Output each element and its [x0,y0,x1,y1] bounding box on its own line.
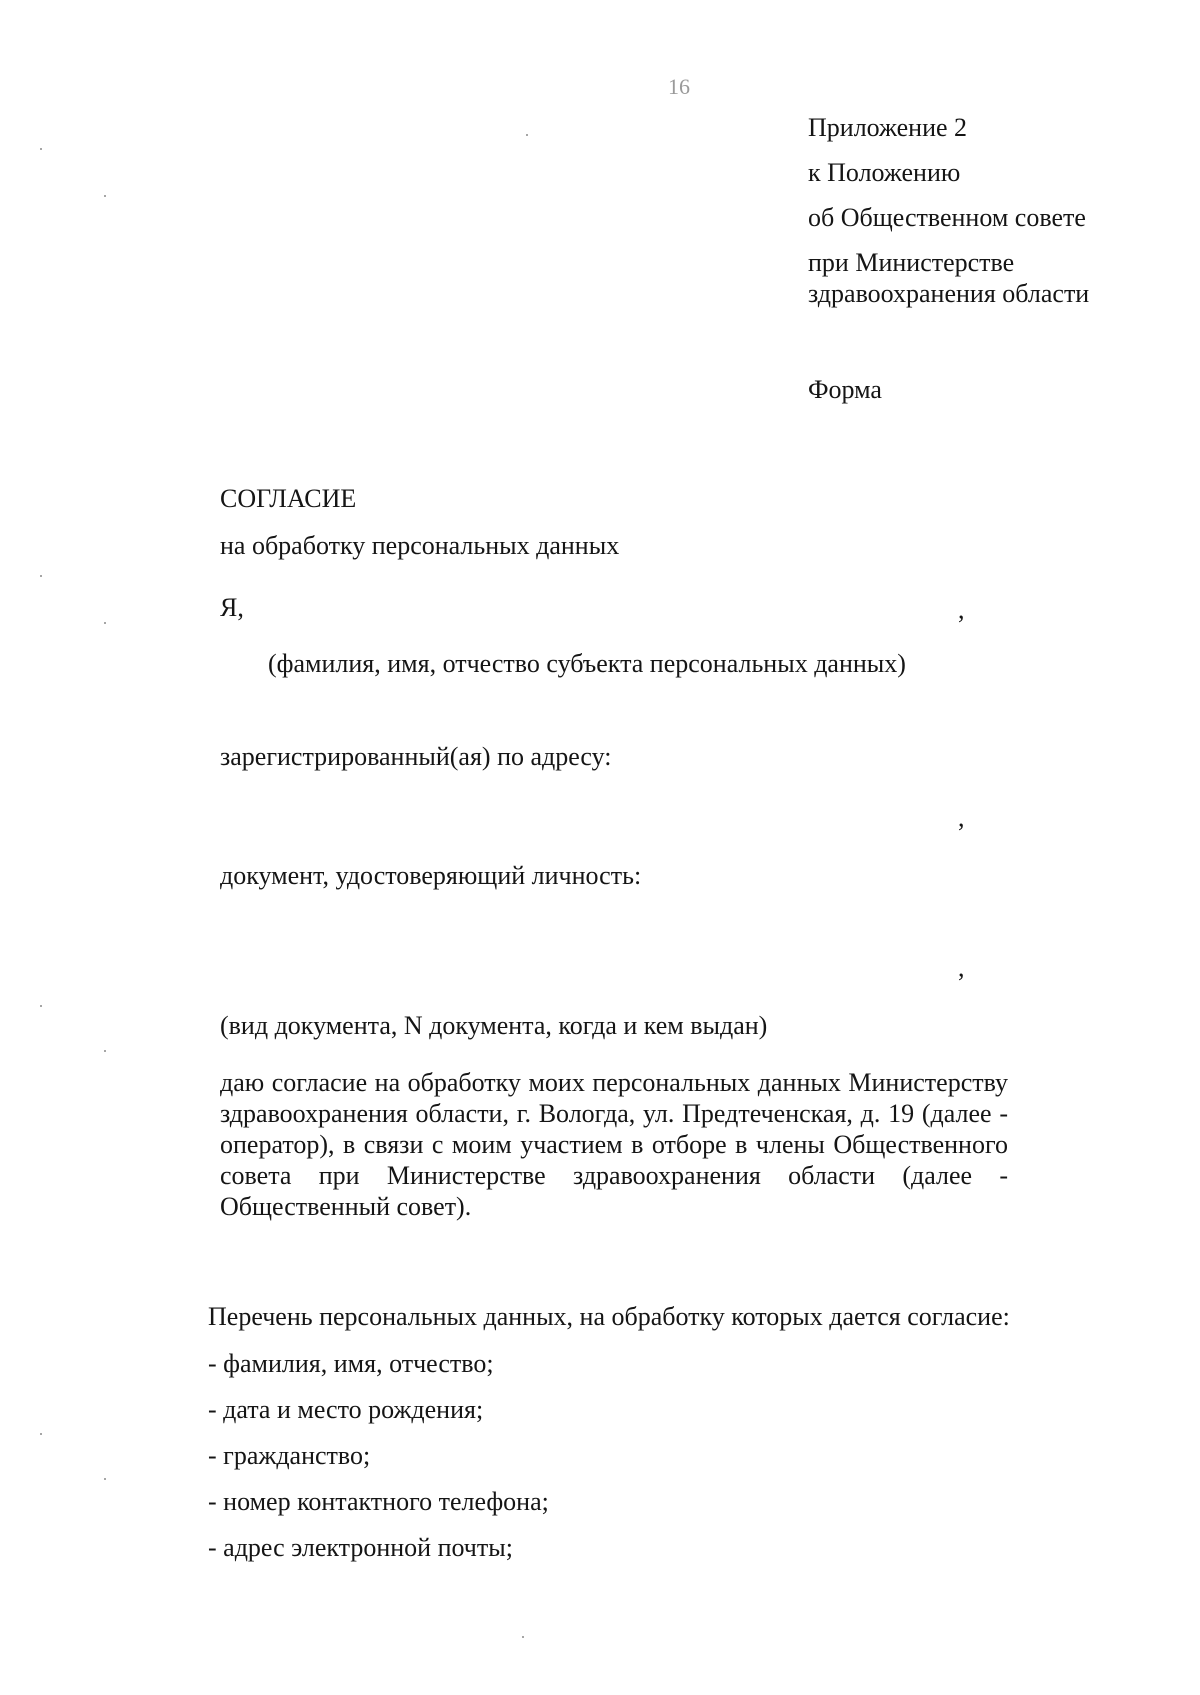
address-line-comma: , [958,803,965,832]
scan-speck [104,195,106,197]
document-title: СОГЛАСИЕ [220,484,357,513]
consent-paragraph: даю согласие на обработку моих персональных данных Министерству здравоохранения области, г. Вологда, ул. Предтеченская, д. 19 (далее - оператор), в связи с моим участием в отборе в члены Общественного совета при Министерстве здравоохранения области (далее - Общественный совет). [220,1068,1008,1221]
appendix-line-2: к Положению [808,158,961,187]
appendix-line-3: об Общественном совете [808,203,1086,232]
scan-speck [40,1005,42,1007]
document-subtitle: на обработку персональных данных [220,531,620,560]
page-number: 16 [668,74,690,99]
list-item: - дата и место рождения; [208,1395,484,1424]
list-heading: Перечень персональных данных, на обработку которых дается согласие: [208,1302,1010,1331]
scan-speck [104,1050,106,1052]
scan-speck [40,148,42,150]
appendix-line-1: Приложение 2 [808,113,968,142]
scan-speck [40,1433,42,1435]
document-line-comma: , [958,953,965,982]
fio-caption: (фамилия, имя, отчество субъекта персональных данных) [268,649,906,678]
i-label: Я, [220,593,244,622]
scan-speck [526,134,528,136]
document-label: документ, удостоверяющий личность: [220,861,642,890]
appendix-line-4: при Министерстве [808,248,1015,277]
scan-speck [40,575,42,577]
scan-speck [104,1478,106,1480]
appendix-line-5: здравоохранения области [808,279,1090,308]
address-label: зарегистрированный(ая) по адресу: [220,742,612,771]
list-item: - фамилия, имя, отчество; [208,1349,494,1378]
list-item: - адрес электронной почты; [208,1533,513,1562]
scan-speck [522,1636,524,1638]
list-item: - номер контактного телефона; [208,1487,549,1516]
scan-speck [104,622,106,624]
name-line-comma: , [958,595,965,624]
form-label: Форма [808,375,882,404]
list-item: - гражданство; [208,1441,371,1470]
appendix-header [808,112,1089,309]
document-caption: (вид документа, N документа, когда и кем выдан) [220,1011,768,1040]
